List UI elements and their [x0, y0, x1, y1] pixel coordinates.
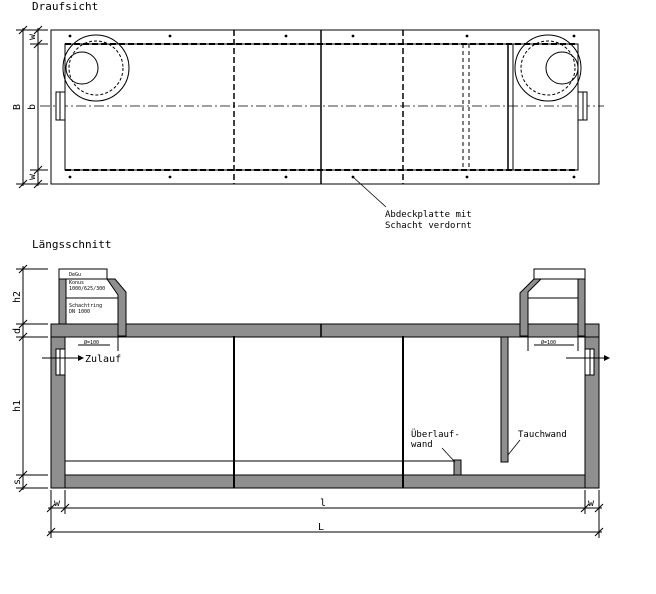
shaft-label-1: Konus [69, 280, 85, 286]
baffle-wall [501, 337, 508, 462]
top-view [12, 0, 604, 231]
top-view-inner-walls [65, 30, 578, 184]
inlet-label: Zulauf [85, 354, 122, 365]
dim-L: L [318, 522, 325, 533]
dim-s: s [12, 478, 23, 486]
outlet-pipe-diameter: Ø=100 [541, 340, 557, 346]
overflow-wall [454, 460, 461, 475]
dim-w-right: w [588, 498, 595, 509]
overflow-label-line1: Überlauf- [411, 430, 460, 440]
tank-floor [51, 475, 599, 488]
section-view-title: Längsschnitt [32, 238, 112, 251]
dim-d: d [12, 327, 23, 335]
cover-note-line2: Schacht verdornt [385, 221, 472, 231]
shaft-label-4: DN 1000 [69, 309, 91, 315]
cover-note-leader [353, 177, 386, 207]
shaft-label-3: Schachtring [69, 303, 103, 309]
section-view [12, 238, 610, 538]
cover-slab [51, 324, 599, 337]
dim-w-bottom: w [27, 173, 38, 181]
dim-h1: h1 [12, 399, 23, 413]
dim-b: b [27, 103, 38, 111]
horizontal-dimension-chain-outer [47, 528, 603, 536]
overflow-leader [442, 448, 455, 462]
top-view-anchor-points [69, 35, 576, 179]
baffle-label: Tauchwand [518, 430, 567, 440]
shaft-label-0: DeGu [69, 272, 82, 278]
dim-h2: h2 [12, 290, 23, 304]
dim-l: l [320, 498, 327, 509]
baffle-leader [508, 440, 520, 455]
top-view-outer-slab [51, 30, 599, 184]
dim-B: B [12, 103, 23, 111]
top-view-title: Draufsicht [32, 0, 99, 13]
dim-w-left: w [54, 498, 61, 509]
shaft-label-2: 1000/625/300 [69, 286, 106, 292]
inlet-pipe-diameter: Ø=100 [84, 340, 100, 346]
segment-joints [234, 324, 403, 488]
outlet-pipe [528, 337, 594, 375]
dim-w-top: w [27, 33, 38, 41]
overflow-label-line2: wand [411, 440, 433, 450]
cover-note-line1: Abdeckplatte mit [385, 210, 472, 220]
